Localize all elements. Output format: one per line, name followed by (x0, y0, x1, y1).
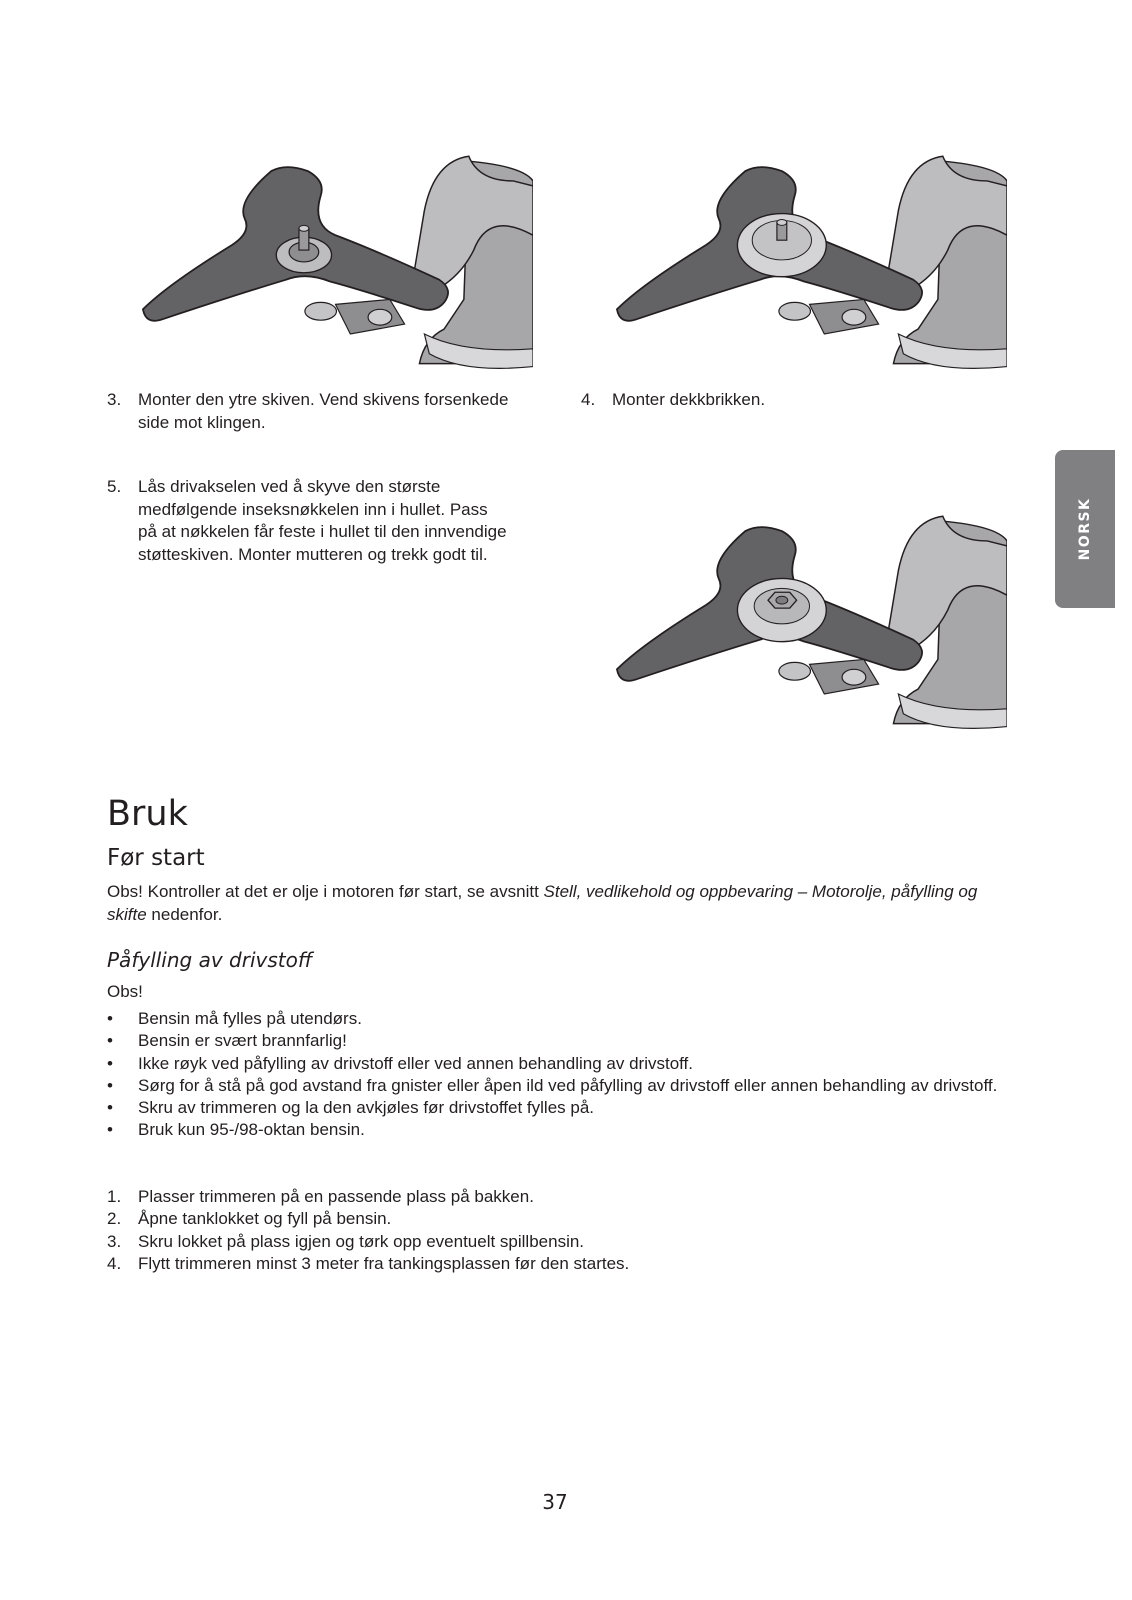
fuel-warnings-list (107, 1008, 1007, 1142)
obs-text-1: Kontroller at det er olje i motoren før start, se avsnitt (142, 882, 544, 901)
step-text: Monter den ytre skiven. Vend skivens forsenkede side mot klingen. (138, 390, 509, 432)
list-item: 1. Plasser trimmeren på en passende plass på bakken. (107, 1187, 534, 1206)
list-item: • Sørg for å stå på god avstand fra gnister eller åpen ild ved påfylling av drivstoff eller annen behandling av drivstoff. (107, 1075, 998, 1095)
step-5 (107, 476, 507, 566)
subsection-title: Før start (107, 845, 205, 871)
step-4 (581, 389, 1011, 412)
step-number: 3. (107, 390, 122, 409)
step-text: Monter dekkbrikken. (612, 390, 766, 409)
step-number: 4. (581, 390, 596, 409)
list-item: • Bensin må fylles på utendørs. (107, 1009, 362, 1028)
list-item: • Ikke røyk ved påfylling av drivstoff eller ved annen behandling av drivstoff. (107, 1053, 694, 1073)
obs-text-2: nedenfor. (146, 905, 223, 924)
obs-note (107, 880, 1012, 926)
list-item: • Bensin er svært brannfarlig! (107, 1031, 347, 1051)
fuel-obs-label: Obs! (107, 982, 143, 1001)
fuel-title: Påfylling av drivstoff (107, 948, 313, 972)
list-item: • Skru av trimmeren og la den avkjøles før drivstoffet fylles på. (107, 1098, 595, 1118)
step-3 (107, 389, 537, 434)
page-number: 37 (542, 1490, 568, 1514)
list-item: 3. Skru lokket på plass igjen og tørk opp eventuelt spillbensin. (107, 1231, 585, 1251)
fuel-steps-list (107, 1186, 1007, 1275)
list-item: • Bruk kun 95-/98-oktan bensin. (107, 1120, 365, 1140)
blade-cover-figure (612, 140, 1007, 370)
step-number: 5. (107, 477, 122, 496)
obs-label: Obs! (107, 882, 143, 901)
obs-reference: Stell, vedlikehold og oppbevaring – Motorolje, påfylling og skifte (107, 882, 978, 924)
language-tab (1055, 450, 1115, 608)
blade-nut-figure (612, 500, 1007, 730)
step-text: Lås drivakselen ved å skyve den største medfølgende inseksnøkkelen inn i hullet. Pass på at nøkkelen får feste i hullet til den innvendige støtteskiven. Monter mutteren og trekk godt til. (138, 477, 507, 564)
language-tab-label: NORSK (1077, 497, 1093, 561)
list-item: 2. Åpne tanklokket og fyll på bensin. (107, 1209, 392, 1229)
list-item: 4. Flytt trimmeren minst 3 meter fra tankingsplassen før den startes. (107, 1253, 630, 1273)
section-title: Bruk (107, 794, 188, 834)
blade-outer-disc-figure (138, 140, 533, 370)
